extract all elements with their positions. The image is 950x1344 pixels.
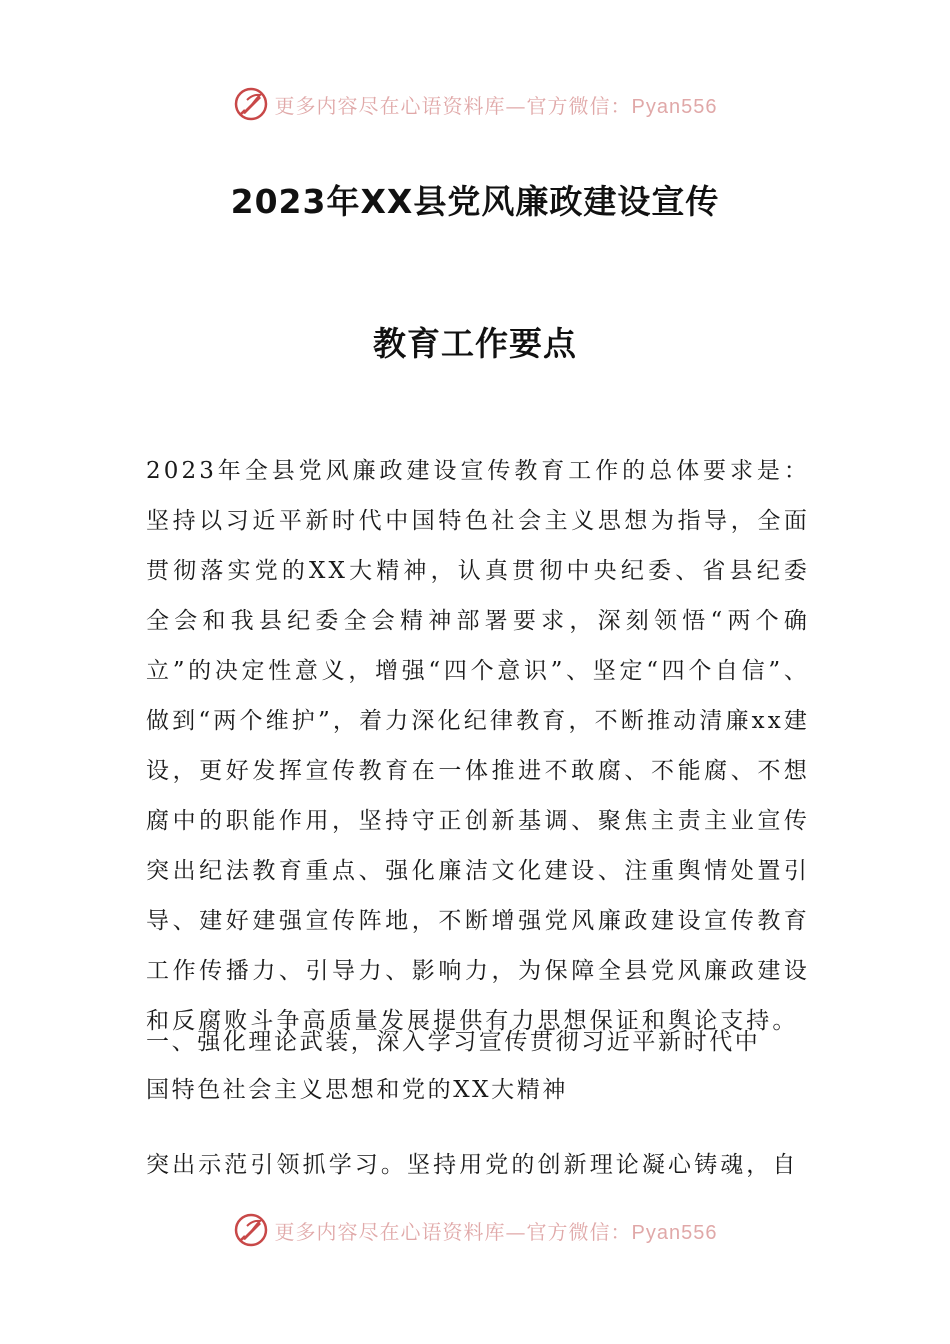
quill-logo-icon [233, 1212, 269, 1248]
section-1-heading-line-1: 一、强化理论武装，深入学习宣传贯彻习近平新时代中 [146, 1029, 761, 1055]
document-title-line-2: 教育工作要点 [373, 324, 577, 363]
intro-paragraph: 2023年全县党风廉政建设宣传教育工作的总体要求是：坚持以习近平新时代中国特色社会主义思想为指导，全面贯彻落实党的XX大精神，认真贯彻中央纪委、省县纪委全会和我县纪委全会精神部署要求，深刻领悟“两个确立”的决定性意义，增强“四个意识”、坚定“四个自信”、做到“两个维护”，着力深化纪律教育，不断推动清廉xx建设，更好发挥宣传教育在一体推进不敢腐、不能腐、不想腐中的职能作用，坚持守正创新基调、聚焦主责主业宣传突出纪法教育重点、强化廉洁文化建设、注重舆情处置引导、建好建强宣传阵地，不断增强党风廉政建设宣传教育工作传播力、引导力、影响力，为保障全县党风廉政建设和反腐败斗争高质量发展提供有力思想保证和舆论支持。 [146, 458, 810, 1034]
section-1-paragraph: 突出示范引领抓学习。坚持用党的创新理论凝心铸魂，自 [146, 1152, 799, 1178]
section-1-heading [146, 1018, 810, 1114]
quill-logo-icon [233, 86, 269, 122]
watermark-footer [0, 1210, 950, 1250]
document-title-line-1: 2023年XX县党风廉政建设宣传 [230, 182, 720, 221]
watermark-text: 更多内容尽在心语资料库—官方微信：Pyan556 [274, 1219, 718, 1244]
watermark-text: 更多内容尽在心语资料库—官方微信：Pyan556 [274, 93, 718, 118]
watermark-wechat-id: Pyan556 [631, 1221, 718, 1244]
watermark-header [0, 84, 950, 124]
watermark-wechat-id: Pyan556 [631, 95, 718, 118]
section-1-heading-line-2: 国特色社会主义思想和党的XX大精神 [146, 1077, 568, 1103]
